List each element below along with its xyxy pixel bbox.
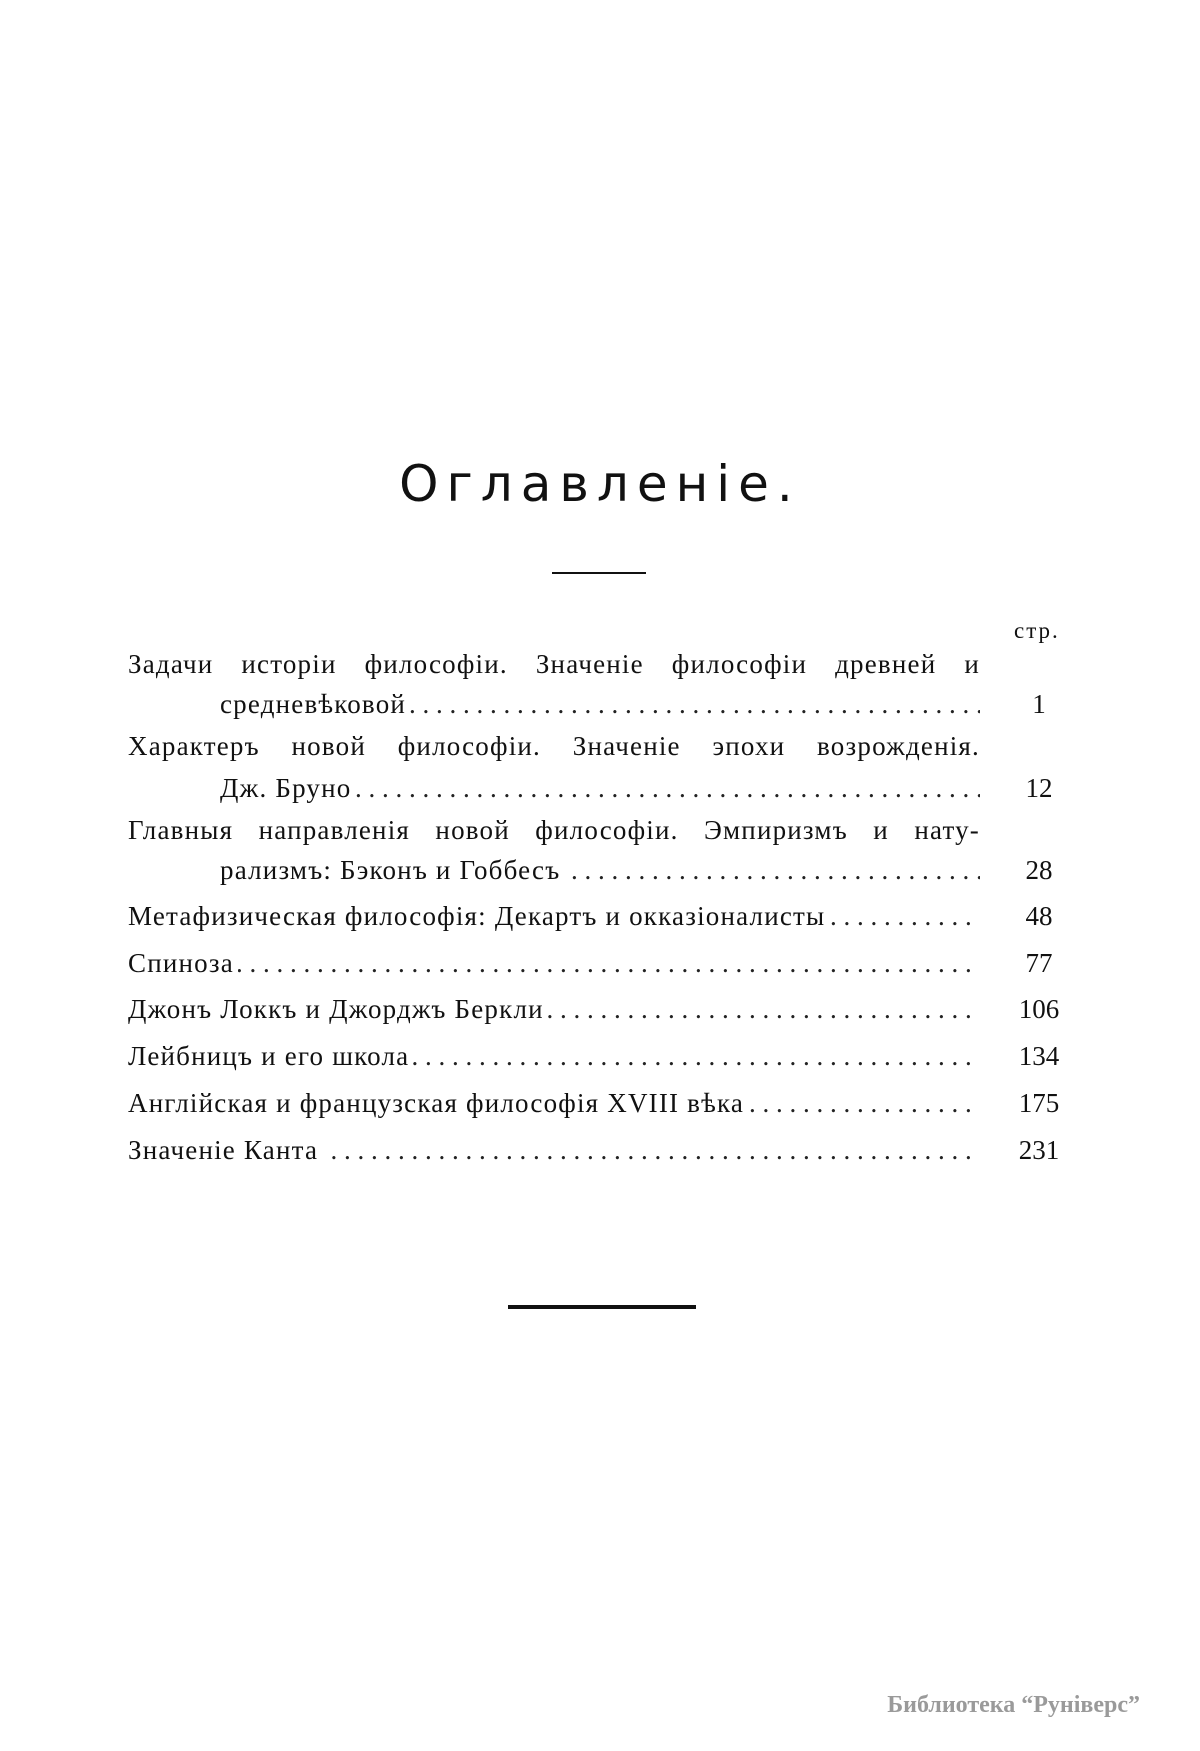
page-column-label: стр. (1014, 618, 1060, 643)
toc-entry-1-line1: Задачи исторіи философіи. Значеніе философіи древней и (128, 649, 980, 679)
toc-entry-7-page: 134 (1018, 1041, 1060, 1071)
toc-entry-1-line2: средневѣковой . . . (220, 686, 980, 722)
page-title: Оглавленіе. (399, 455, 801, 513)
toc-entry-5: Спиноза . . . (128, 945, 980, 981)
toc-entry-2-line2: Дж. Бруно . . . (220, 770, 980, 806)
toc-entry-7: Лейбницъ и его школа . . . (128, 1038, 980, 1074)
toc-entry-9-page: 231 (1018, 1135, 1060, 1165)
toc-entry-1-page: 1 (1032, 689, 1046, 719)
toc-entry-9: Значеніе Канта . . . (128, 1132, 980, 1168)
toc-entry-6: Джонъ Локкъ и Джорджъ Беркли . . . (128, 991, 980, 1027)
toc-entry-2-line1: Характеръ новой философіи. Значеніе эпохи возрожденія. (128, 731, 980, 761)
toc-entry-8: Англійская и французская философія XVIII вѣка . . . (128, 1085, 980, 1121)
toc-entry-6-page: 106 (1018, 994, 1060, 1024)
toc-entry-4-page: 48 (1025, 901, 1053, 931)
toc-entry-8-page: 175 (1018, 1088, 1060, 1118)
toc-entry-3-line1: Главныя направленія новой философіи. Эмпиризмъ и нату- (128, 815, 980, 845)
toc-entry-4: Метафизическая философія: Декартъ и окказіоналисты . . . (128, 898, 980, 934)
library-watermark: Библиотека “Рунiверс” (887, 1692, 1140, 1718)
toc-entry-3-page: 28 (1025, 855, 1053, 885)
end-rule (508, 1305, 696, 1309)
toc-entry-5-page: 77 (1025, 948, 1053, 978)
toc-entry-2-page: 12 (1025, 773, 1053, 803)
toc-entry-3-line2: рализмъ: Бэконъ и Гоббесъ . . . (220, 852, 980, 888)
